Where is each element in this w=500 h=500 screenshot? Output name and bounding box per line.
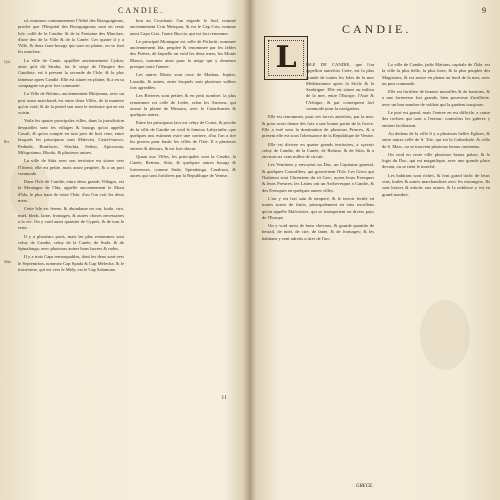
decorated-initial: L	[264, 36, 308, 80]
right-running-head: CANDIE.	[342, 22, 412, 36]
right-column-1	[262, 62, 374, 480]
paragraph: La ville de Canie, appellée anciennement Cydon, ainsi qu'à dit Strabo, fut le siege de l'Empire des Candiots; est à present la seconde de l'Isle, & la plus fameuse apres Candie. Elle est situee en plaine, & a en sa compagnie un port fort commode.	[18, 57, 124, 88]
paragraph: Les habitans sont riches, & font grand trafic de leurs vins, huiles & autres marchandises avec les estrangers. Ils sont braves & adroits aux armes, & la noblesse y est en grand nombre.	[382, 172, 490, 197]
paragraph: On y void aussi de bons chevaux, & grande quantite de bestail, de miel, de cire, de laine, & de fromages; & les habitans y sont adroits a tirer de l'arc.	[262, 223, 374, 241]
paragraph: rd, nommez communement l'Abbé des Bourguignons, proche que l'Hospital des Bourguignons sont en ceste Isle, collé de la Canthe: & de la Fontaine des Marchez, d'une deo de la Ville & de la Canée. Ces quatre il y a Ville, & deux faux-bourgs qui sont en plaine, ou se font les marchez.	[18, 18, 124, 55]
paragraph: Il y a plusieurs ports, mais les plus renommez sont celuy de Candie, celuy de la Canée, de Suda, & de Spinalonga, avec plusieurs autres bons havres & rades.	[18, 233, 124, 252]
paragraph: Entre les principaux lacs est celuy de Corisi, & proche de la ville de Candie on void le fameux Labyrinthe, que quelques uns estiment estre une carriere, d'ou l'on a tire les pierres pour bastir les villes de l'Isle. Il a plusieurs entrees & detours, & est fort obscur.	[130, 120, 236, 151]
paragraph: Le principal Montagne est celle de Psiloriti, nommee anciennement Ida, peuplee & renommee par les fables des Poëtes, de laquelle on void les deux mers; les Monts Blancs, nommez ainsi pour la neige qui y demeure presque toute l'annee.	[130, 38, 236, 70]
paragraph: Le port est grand, mais l'entree en est difficile, a cause des rochers qui sont a l'entour; toutesfois les galeres y entrent facilement.	[382, 110, 490, 128]
paragraph: Au dedans de la ville il y a plusieurs belles Eglises, & entre autres celle de S. Tite, qui est la Cathedrale, & celle de S. Marc, ou se trouvent plusieurs beaux ornemens.	[382, 130, 490, 149]
paragraph: La Ville de Retimo, anciennement Rhitymna, avec un port assez marchand, est entre deux Villes, de la maniere qu'on void; & de la prend son nom le territoire qui en est voisin.	[18, 91, 124, 116]
margin-note: Sitia.	[4, 260, 12, 264]
paragraph: Les Venitiens y envoyent un Duc, un Capitaine general, & quelques Conseillers, qui gouvernent l'Isle. Les Grecs qui l'habitent sont Chrestiens du rit Grec, ayans leurs Evesques & leurs Prestres; les Latins ont un Archevesque a Candie, & des Evesques en quelques autres villes.	[262, 162, 374, 193]
left-column-2	[130, 18, 236, 400]
paragraph: La ville de Candie, jadis Matium, capitale de l'Isle, est la ville la plus belle, la plus forte, & la plus peuplee des Magistrats, & est assise en plaine au bord de la mer, avec un port commode.	[382, 62, 490, 86]
paragraph: Quant aux Villes, les principales sont la Candie, la Canée, Retimo, Sitia, & quelques autres bourgs & forteresses, comme Suda, Spinalonga, Carabusa, & autres qui sont fortifiees par la Republique de Venise.	[130, 153, 236, 178]
left-column-1	[18, 18, 124, 480]
page-number: 9	[482, 6, 486, 15]
catchword: GRECE.	[356, 484, 374, 489]
margin-note: Ret.	[4, 140, 10, 144]
paragraph: ISLE DE CANDIE, que l'on appelloit autrefois Crete, est la plus grande de toutes les Isles de la mer Mediterranee apres la Sicile & la Sardaigne. Elle est situee au milieu de la mer, entre l'Europe, l'Asie & l'Afrique, & par consequent fort commode pour la navigation.	[306, 62, 374, 112]
right-page	[252, 0, 500, 500]
left-running-head: CANDIE.	[118, 6, 165, 15]
paragraph: Les autres Monts sont ceux de Madara, Jupiter, Lassithi, & autres, entre lesquels sont plusieurs vallees fort agreables.	[130, 72, 236, 90]
paragraph: La ville de Sitia avec son territoire est situee vers l'Orient; elle est petite, mais assez peuplee, & a un port commode.	[18, 158, 124, 176]
paragraph: bon au Couchant; l'un regarde le Sud, nommé anciennement Criu Metopon, & est le Cap Criu, nomme aussi Capo Crio, l'autre Buccia, qui est fort renomme.	[130, 18, 236, 36]
right-column-2	[382, 62, 490, 480]
paragraph: Dans l'Isle de Candie, entre deux grands Villages, est la Montagne de l'Ida, appelle anciennement le Mont d'Ida, le plus haut de toute l'Isle, d'ou l'on voit les deux mers.	[18, 179, 124, 204]
margin-note: Cyd.	[4, 60, 11, 64]
paragraph: Les Rivieres sont petites & en petit nombre: la plus renommee est celle de Lethe, selon les Anciens, qui arrose la plaine de Messara, avec le Catarrhaetes & quelques autres.	[130, 93, 236, 118]
paragraph: Elle est renommee, pour ses forces autrefois, par la mer, & pour avoir donne des loix a une bonne partie de la Grece. Elle a esté sous la domination de plusieurs Princes, & a present elle est sous l'obeissance de la Republique de Venise.	[262, 114, 374, 139]
paragraph: Il y a trois Caps remarquables, dont les deux sont vers le Septentrion, nommez Cap Spada & Cap Melecha, & le troisiesme, qui est vers le Midy, est le Cap Salamone.	[18, 254, 124, 272]
paragraph: Elle est fortifiee de bonnes murailles & de bastions, & a une forteresse fort grande, bien pourveue d'artillerie, avec un bon nombre de soldats qui la gardent tousjours.	[382, 89, 490, 107]
paragraph: On void en ceste ville plusieurs beaux palais, & le logis du Duc, qui est magnifique, avec une grande place devant, ou se tient le marché.	[382, 151, 490, 170]
paragraph: L'air y est fort sain & temperé, & le terroir fertile en toutes sortes de fruits, principalement en vins excellens qu'on appelle Malvoisies, qui se transportent en divers pays de l'Europe.	[262, 195, 374, 220]
left-page	[0, 0, 248, 500]
paragraph: Voila les quatre principales villes, dans la jurisdiction desquelles sont les villages & bourgs qu'on appelle Casali, & qu'on compte en tout pres de huit cens, entre lesquels les principaux sont Malevisi, Castel-nuovo, Pediada, Bonifacio, Sfachia, Selino, Apicorona, Milopotamo, Rhodo, & plusieurs autres.	[18, 118, 124, 155]
signature-mark: II	[222, 396, 228, 401]
paragraph: Elle est divisee en quatre grands territoires, a sçavoir celuy de Candie, de la Canée, de Retimo, & de Sitia, & a environ six cens milles de circuit.	[262, 141, 374, 160]
paragraph: Cette Isle est ferme, & abondante en vin, huile, cire, miel, bleds, laine, fromages, & autres choses necessaires a la vie. On y void aussi quantite de Cyprés, & de tout le reste.	[18, 206, 124, 231]
